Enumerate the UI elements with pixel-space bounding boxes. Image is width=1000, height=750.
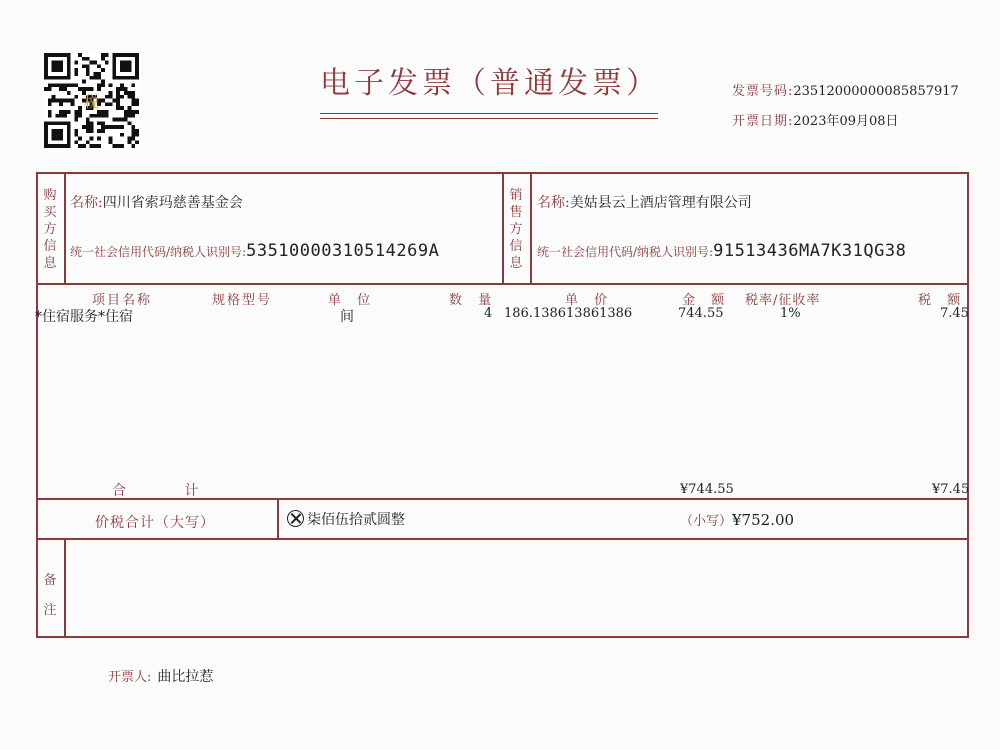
title-underline-2 <box>320 118 658 119</box>
remarks-divider <box>64 538 66 637</box>
header-rate: 税率/征收率 <box>745 293 821 308</box>
totals-tax: ¥7.45 <box>932 482 970 497</box>
grand-total-small-value: ¥752.00 <box>732 511 795 529</box>
header-tax: 税 额 <box>918 293 967 308</box>
grand-total-small-label: （小写） <box>680 514 733 529</box>
title-underline-1 <box>320 113 658 114</box>
issuer <box>108 666 213 686</box>
header-amount: 金 额 <box>682 293 731 308</box>
grand-total-small <box>680 510 794 529</box>
row-item: *住宿服务*住宿 <box>35 309 133 325</box>
frame-remarks-top <box>36 538 969 540</box>
seller-code-value: 91513436MA7K31QG38 <box>713 241 907 261</box>
row-unit: 间 <box>340 309 354 325</box>
invoice-title: 电子发票（普通发票） <box>320 66 660 101</box>
svg-text:税: 税 <box>83 92 100 111</box>
invoice-number <box>732 80 959 99</box>
buyer-code-value: 53510000310514269A <box>246 241 440 261</box>
seller-name-value: 美姑县云上酒店管理有限公司 <box>569 195 752 211</box>
buyer-name <box>70 192 243 212</box>
buyer-code-label: 统一社会信用代码/纳税人识别号: <box>70 245 247 259</box>
grand-total-uppercase-value: 柒佰伍拾贰圆整 <box>307 512 405 528</box>
row-qty: 4 <box>484 306 493 321</box>
invoice-number-label: 发票号码: <box>732 84 794 99</box>
buyer-name-value: 四川省索玛慈善基金会 <box>102 195 243 211</box>
party-divider <box>502 172 504 284</box>
seller-code <box>537 241 906 261</box>
row-tax: 7.45 <box>940 306 969 321</box>
seller-label-divider <box>530 172 532 284</box>
totals-label: 合 计 <box>112 483 201 499</box>
invoice-date <box>732 110 899 129</box>
invoice-date-label: 开票日期: <box>732 114 794 129</box>
frame-right <box>967 172 969 638</box>
row-amount: 744.55 <box>678 306 724 321</box>
header-unit: 单 位 <box>328 293 377 308</box>
buyer-section-label: 购 买 方 信 息 <box>43 188 57 271</box>
header-spec: 规格型号 <box>212 293 273 308</box>
buyer-code <box>70 241 439 261</box>
frame-left <box>36 172 38 638</box>
qr-code-icon <box>44 53 139 148</box>
row-price: 186.138613861386 <box>504 306 633 321</box>
invoice-number-value: 23512000000085857917 <box>793 84 959 99</box>
seller-code-label: 统一社会信用代码/纳税人识别号: <box>537 245 714 259</box>
header-qty: 数 量 <box>449 293 498 308</box>
circle-x-icon <box>287 510 304 527</box>
seller-name-label: 名称: <box>537 195 570 211</box>
remarks-label: 备 注 <box>43 573 57 618</box>
issuer-name: 曲比拉惹 <box>157 669 214 685</box>
buyer-label-divider <box>64 172 66 284</box>
invoice-date-value: 2023年09月08日 <box>793 114 899 129</box>
grand-total-uppercase <box>287 509 405 529</box>
issuer-label: 开票人: <box>108 670 152 685</box>
seller-name <box>537 192 752 212</box>
header-item: 项目名称 <box>92 293 153 308</box>
grand-total-label: 价税合计（大写） <box>95 515 215 531</box>
grand-total-divider <box>277 498 279 539</box>
header-price: 单 价 <box>565 293 614 308</box>
seller-section-label: 销 售 方 信 息 <box>509 188 523 271</box>
buyer-name-label: 名称: <box>70 195 103 211</box>
totals-amount: ¥744.55 <box>680 482 734 497</box>
row-rate: 1% <box>780 306 801 321</box>
frame-bottom <box>36 636 969 638</box>
